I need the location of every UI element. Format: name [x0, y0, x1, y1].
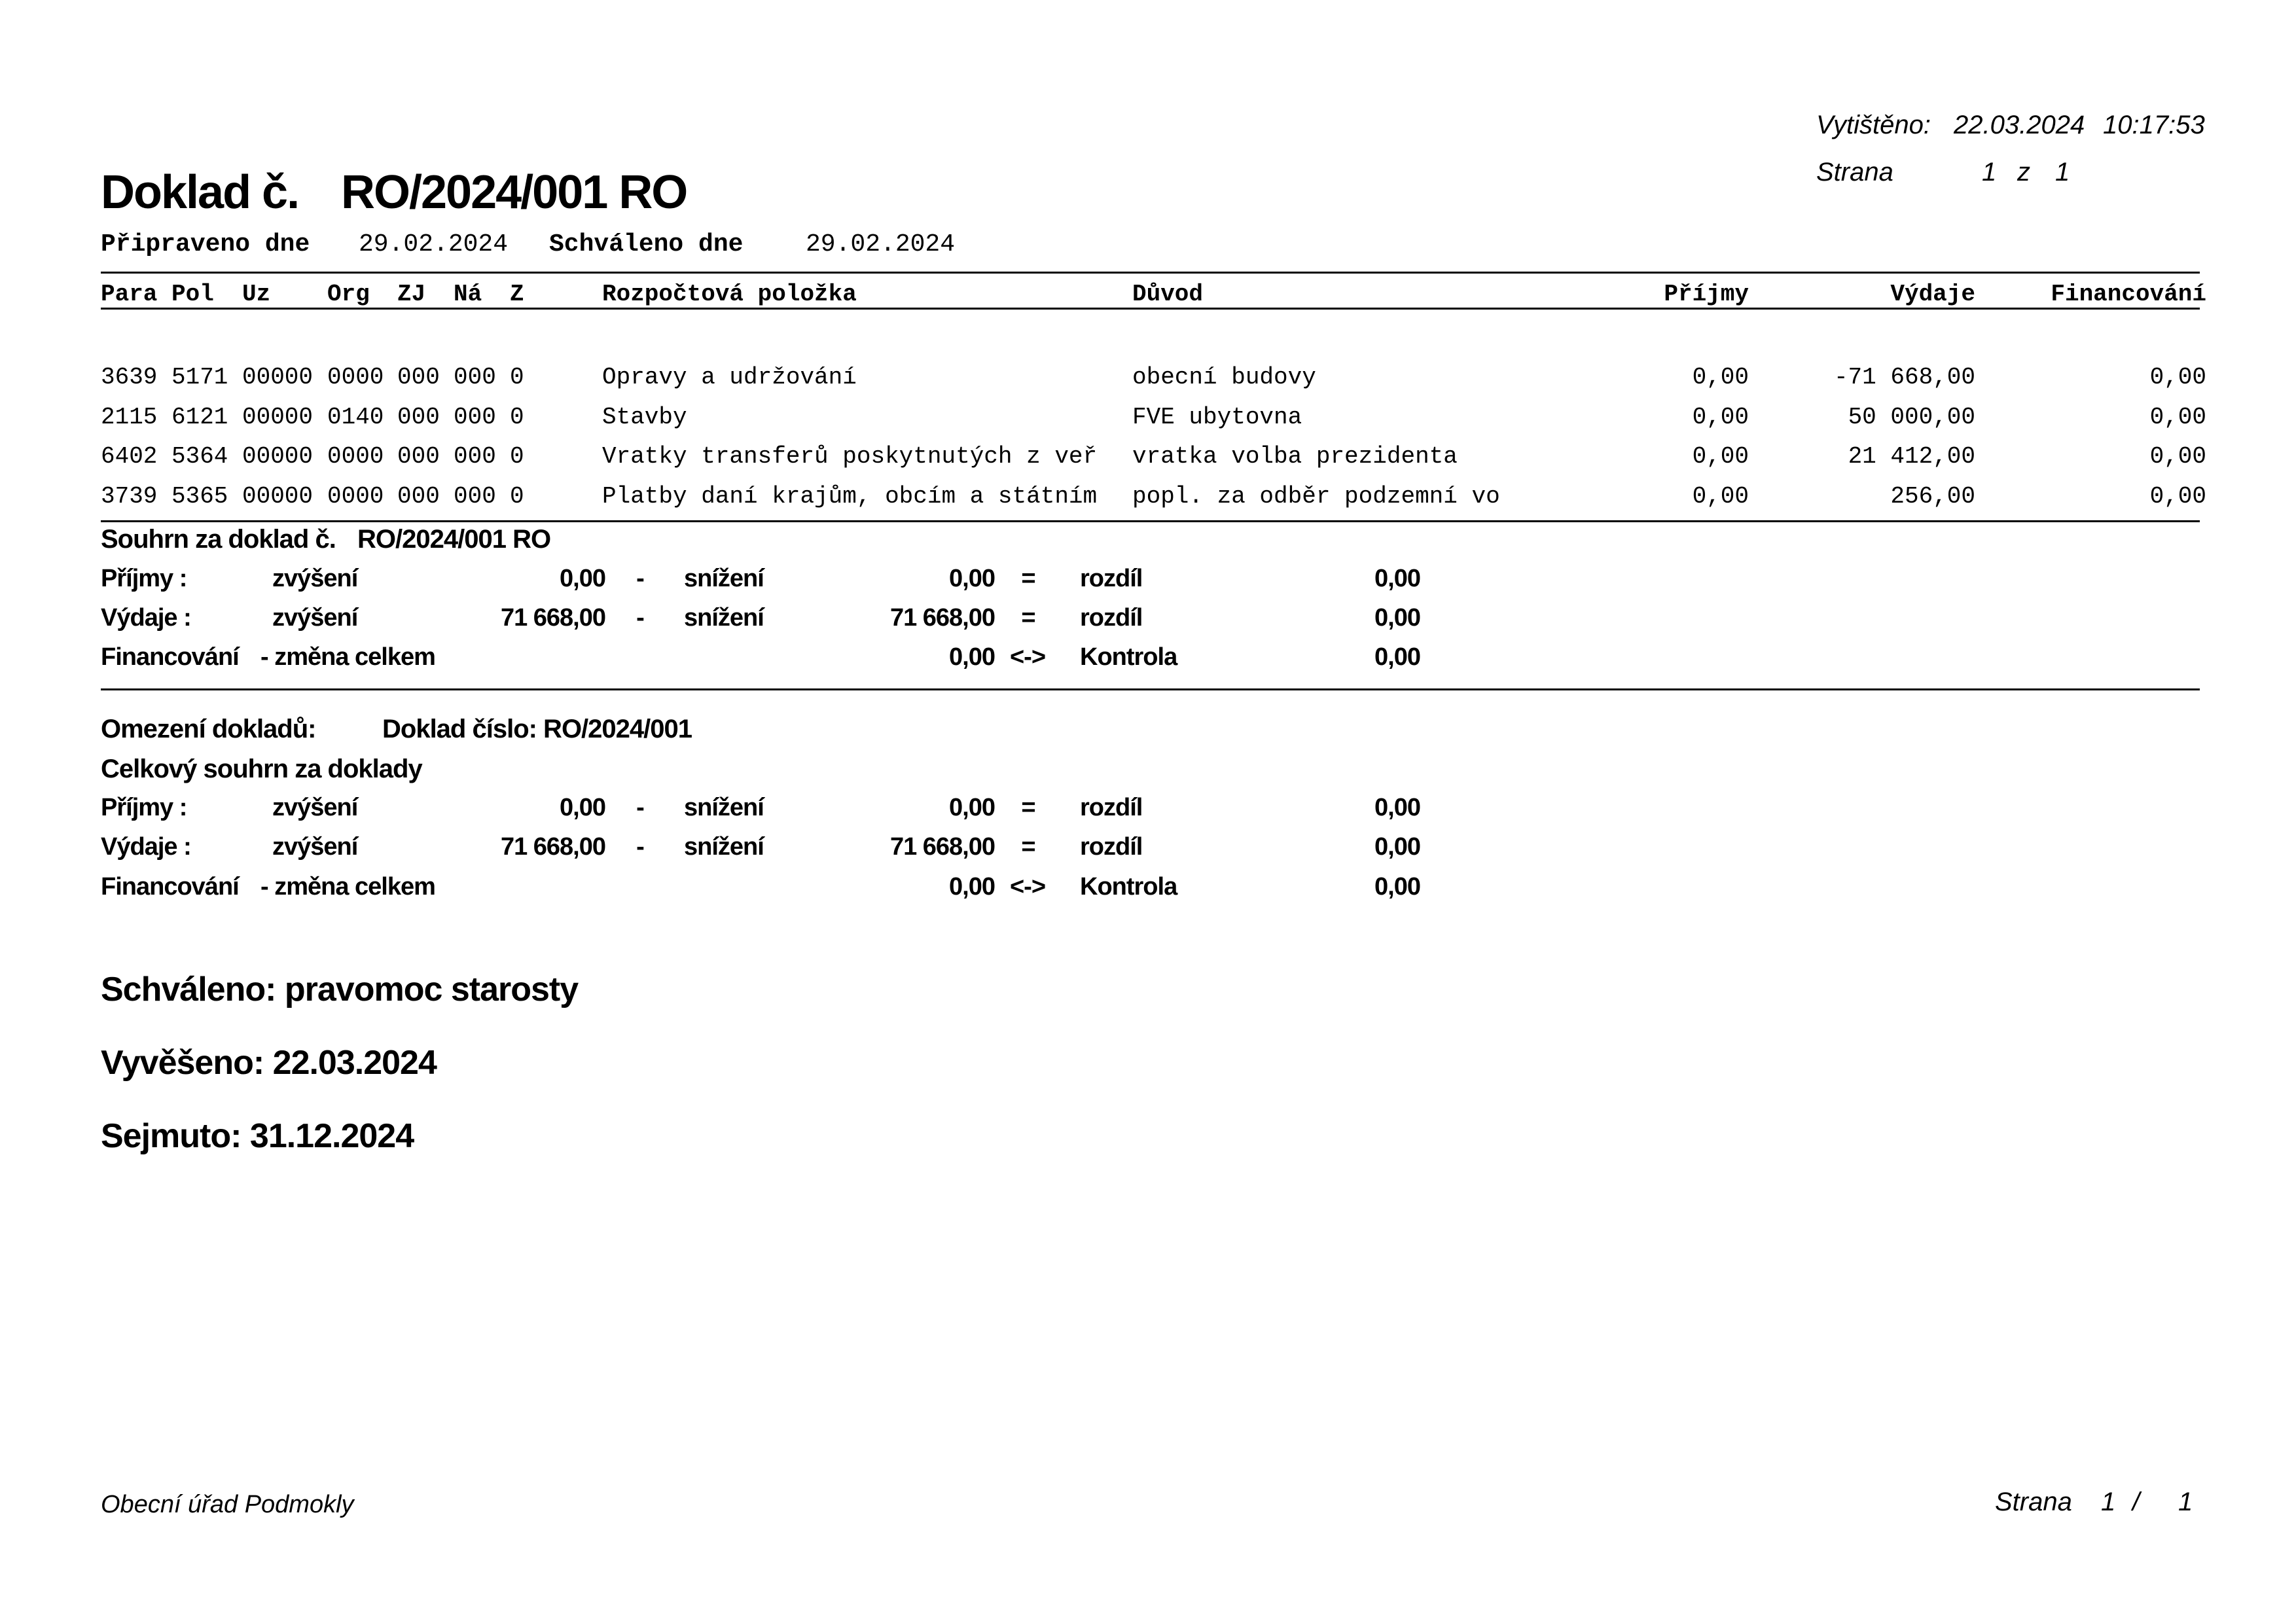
cell-uz: 00000 [242, 404, 314, 431]
cell-na: 000 [454, 364, 496, 391]
cell-vydaje: -71 668,00 [1833, 364, 1975, 391]
restrictions-doc-number: Doklad číslo: RO/2024/001 [382, 715, 692, 743]
total-summary-title: Celkový souhrn za doklady [101, 755, 422, 783]
cell-org: 0140 [327, 404, 384, 431]
difference-value: 0,00 [1374, 794, 1420, 821]
increase-value: 0,00 [560, 794, 605, 821]
minus-sign: - [636, 604, 644, 632]
financing-value: 0,00 [949, 873, 995, 901]
difference-label: rozdíl [1080, 794, 1143, 821]
removed-line: Sejmuto: 31.12.2024 [101, 1117, 414, 1155]
divider-summary [101, 688, 2200, 690]
cell-financovani: 0,00 [2149, 364, 2206, 391]
decrease-value: 71 668,00 [889, 833, 995, 861]
cell-para: 3639 [101, 364, 158, 391]
cell-duvod: vratka volba prezidenta [1132, 443, 1458, 470]
financing-label: Financování [101, 873, 239, 901]
cell-pol: 5171 [171, 364, 228, 391]
header-polozka: Rozpočtová položka [602, 281, 857, 308]
header-duvod: Důvod [1132, 281, 1204, 308]
cell-z: 0 [510, 483, 524, 510]
summary-label: Výdaje : [101, 833, 191, 861]
compare-sign: <-> [1009, 643, 1046, 671]
summary-label: Příjmy : [101, 565, 187, 592]
cell-na: 000 [454, 483, 496, 510]
increase-label: zvýšení [272, 565, 358, 592]
increase-value: 71 668,00 [500, 604, 605, 632]
cell-financovani: 0,00 [2149, 404, 2206, 431]
cell-z: 0 [510, 404, 524, 431]
divider-table-bottom [101, 520, 2200, 522]
control-value: 0,00 [1374, 643, 1420, 671]
header-pol: Pol [171, 281, 214, 308]
footer-page-separator: / [2132, 1488, 2140, 1516]
table-row [0, 442, 2296, 471]
cell-vydaje: 50 000,00 [1848, 404, 1975, 431]
difference-label: rozdíl [1080, 833, 1143, 861]
decrease-label: snížení [684, 833, 764, 861]
summary-row-vydaje [0, 603, 2296, 633]
cell-uz: 00000 [242, 443, 314, 470]
cell-na: 000 [454, 404, 496, 431]
cell-org: 0000 [327, 443, 384, 470]
equals-sign: = [1021, 565, 1035, 592]
control-label: Kontrola [1080, 873, 1177, 901]
control-label: Kontrola [1080, 643, 1177, 671]
cell-para: 3739 [101, 483, 158, 510]
cell-z: 0 [510, 443, 524, 470]
equals-sign: = [1021, 794, 1035, 821]
decrease-label: snížení [684, 794, 764, 821]
header-vydaje: Výdaje [1890, 281, 1975, 308]
approved-label: Schváleno dne [549, 230, 744, 259]
increase-label: zvýšení [272, 833, 358, 861]
minus-sign: - [636, 833, 644, 861]
prepared-label: Připraveno dne [101, 230, 310, 259]
cell-uz: 00000 [242, 483, 314, 510]
cell-polozka: Opravy a udržování [602, 364, 857, 391]
compare-sign: <-> [1009, 873, 1046, 901]
increase-value: 0,00 [560, 565, 605, 592]
control-value: 0,00 [1374, 873, 1420, 901]
cell-financovani: 0,00 [2149, 483, 2206, 510]
cell-na: 000 [454, 443, 496, 470]
equals-sign: = [1021, 604, 1035, 632]
difference-value: 0,00 [1374, 604, 1420, 632]
cell-duvod: obecní budovy [1132, 364, 1316, 391]
cell-pol: 6121 [171, 404, 228, 431]
financing-sublabel: - změna celkem [260, 873, 435, 901]
doc-summary-number: RO/2024/001 RO [357, 525, 551, 554]
footer-page-current: 1 [2101, 1488, 2116, 1516]
cell-pol: 5365 [171, 483, 228, 510]
decrease-value: 0,00 [949, 794, 995, 821]
summary-row-prijmy [0, 563, 2296, 594]
cell-vydaje: 256,00 [1890, 483, 1975, 510]
cell-pol: 5364 [171, 443, 228, 470]
header-financovani: Financování [2051, 281, 2206, 308]
decrease-value: 0,00 [949, 565, 995, 592]
difference-label: rozdíl [1080, 565, 1143, 592]
summary-row-financovani [0, 642, 2296, 672]
header-org: Org [327, 281, 370, 308]
total-row-vydaje [0, 832, 2296, 862]
printed-time: 10:17:53 [2103, 111, 2205, 139]
decrease-value: 71 668,00 [889, 604, 995, 632]
increase-label: zvýšení [272, 794, 358, 821]
cell-para: 6402 [101, 443, 158, 470]
header-uz: Uz [242, 281, 271, 308]
cell-zj: 000 [397, 404, 440, 431]
cell-prijmy: 0,00 [1692, 483, 1749, 510]
cell-org: 0000 [327, 483, 384, 510]
divider-top [101, 272, 2200, 274]
footer-page-label: Strana [1995, 1488, 2072, 1516]
cell-vydaje: 21 412,00 [1848, 443, 1975, 470]
total-row-prijmy [0, 793, 2296, 823]
cell-polozka: Platby daní krajům, obcím a státním [602, 483, 1098, 510]
cell-duvod: FVE ubytovna [1132, 404, 1302, 431]
cell-zj: 000 [397, 483, 440, 510]
prepared-date: 29.02.2024 [359, 230, 509, 259]
document-number: RO/2024/001 RO [341, 166, 687, 219]
page-title: Doklad č. [101, 166, 299, 219]
approved-by-line: Schváleno: pravomoc starosty [101, 971, 579, 1008]
approved-date: 29.02.2024 [806, 230, 956, 259]
financing-label: Financování [101, 643, 239, 671]
difference-value: 0,00 [1374, 833, 1420, 861]
cell-financovani: 0,00 [2149, 443, 2206, 470]
summary-label: Výdaje : [101, 604, 191, 632]
page-top-total: 1 [2055, 158, 2070, 187]
cell-prijmy: 0,00 [1692, 404, 1749, 431]
header-z: Z [510, 281, 524, 308]
increase-label: zvýšení [272, 604, 358, 632]
footer-office: Obecní úřad Podmokly [101, 1491, 354, 1518]
cell-polozka: Stavby [602, 404, 687, 431]
restrictions-label: Omezení dokladů: [101, 715, 316, 743]
summary-label: Příjmy : [101, 794, 187, 821]
printed-date: 22.03.2024 [1954, 111, 2085, 139]
cell-org: 0000 [327, 364, 384, 391]
page-top-separator: z [2017, 158, 2030, 187]
financing-value: 0,00 [949, 643, 995, 671]
cell-zj: 000 [397, 443, 440, 470]
total-row-financovani [0, 872, 2296, 902]
page-top-current: 1 [1982, 158, 1997, 187]
table-header-row [0, 280, 2296, 309]
increase-value: 71 668,00 [500, 833, 605, 861]
printed-label: Vytištěno: [1816, 111, 1931, 139]
header-prijmy: Příjmy [1664, 281, 1749, 308]
cell-para: 2115 [101, 404, 158, 431]
minus-sign: - [636, 794, 644, 821]
cell-prijmy: 0,00 [1692, 364, 1749, 391]
decrease-label: snížení [684, 565, 764, 592]
table-row [0, 403, 2296, 432]
minus-sign: - [636, 565, 644, 592]
cell-polozka: Vratky transferů poskytnutých z veř [602, 443, 1098, 470]
footer-page-total: 1 [2178, 1488, 2193, 1516]
header-zj: ZJ [397, 281, 426, 308]
cell-zj: 000 [397, 364, 440, 391]
posted-line: Vyvěšeno: 22.03.2024 [101, 1044, 437, 1082]
table-row [0, 482, 2296, 511]
cell-prijmy: 0,00 [1692, 443, 1749, 470]
difference-label: rozdíl [1080, 604, 1143, 632]
page-top-label: Strana [1816, 158, 1893, 187]
header-para: Para [101, 281, 158, 308]
header-na: Ná [454, 281, 482, 308]
decrease-label: snížení [684, 604, 764, 632]
doc-summary-title: Souhrn za doklad č. [101, 525, 336, 554]
table-row [0, 363, 2296, 392]
difference-value: 0,00 [1374, 565, 1420, 592]
cell-duvod: popl. za odběr podzemní vo [1132, 483, 1500, 510]
financing-sublabel: - změna celkem [260, 643, 435, 671]
cell-z: 0 [510, 364, 524, 391]
cell-uz: 00000 [242, 364, 314, 391]
equals-sign: = [1021, 833, 1035, 861]
